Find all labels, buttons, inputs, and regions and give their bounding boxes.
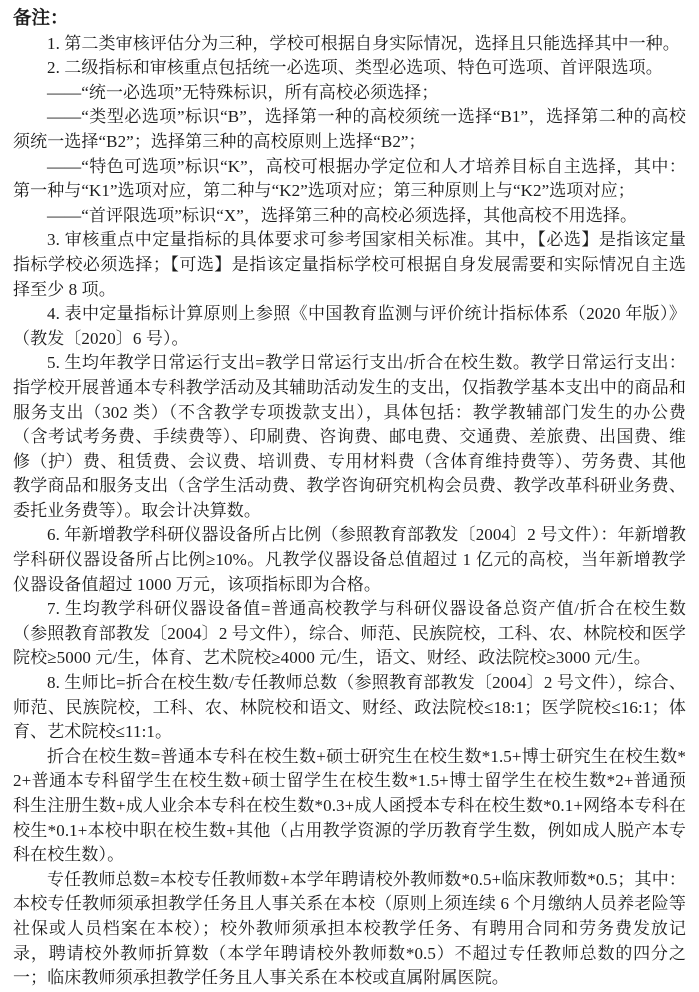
note-item-6: 6. 年新增教学科研仪器设备所占比例（参照教育部教发〔2004〕2 号文件）：年新增教学科研仪器设备所占比例≥10%。凡教学仪器设备总值超过 1 亿元的高校，当年新增教学仪器设备值超过 1000 万元，该项指标即为合格。: [13, 525, 686, 594]
note-full-time-teacher-formula: 专任教师总数=本校专任教师数+本学年聘请校外教师数*0.5+临床教师数*0.5；其中：本校专任教师须承担教学任务且人事关系在本校（原则上须连续 6 个月缴纳人员养老险等社保或人员档案在本校）；校外教师须承担本校教学任务、有聘用合同和劳务费发放记录，聘请校外教师折算数（本学年聘请校外教师数*0.5）不超过专任教师总数的四分之一；临床教师须承担教学任务且人事关系在本校或直属附属医院。: [13, 869, 686, 988]
note-converted-enrollment-formula: 折合在校生数=普通本专科在校生数+硕士研究生在校生数*1.5+博士研究生在校生数*2+普通本专科留学生在校生数+硕士留学生在校生数*1.5+博士留学生在校生数*2+普通预科生注册生数+成人业余本专科在校生数*0.3+成人函授本专科在校生数*0.1+网络本专科在校生*0.1+本校中职在校生数+其他（占用教学资源的学历教育学生数，例如成人脱产本专科在校生数）。: [13, 746, 686, 865]
note-dash-type-required: ——“类型必选项”标识“B”，选择第一种的高校须统一选择“B1”，选择第二种的高校须统一选择“B2”；选择第三种的高校原则上选择“B2”；: [13, 107, 686, 151]
note-item-1: 1. 第二类审核评估分为三种，学校可根据自身实际情况，选择且只能选择其中一种。: [47, 33, 680, 53]
note-dash-unified-required: ——“统一必选项”无特殊标识，所有高校必须选择；: [47, 82, 439, 102]
note-item-2: 2. 二级指标和审核重点包括统一必选项、类型必选项、特色可选项、首评限选项。: [47, 58, 663, 78]
note-item-7: 7. 生均教学科研仪器设备值=普通高校教学与科研仪器设备总资产值/折合在校生数（参照教育部教发〔2004〕2 号文件），综合、师范、民族院校，工科、农、林院校和医学院校≥5000 元/生，体育、艺术院校≥4000 元/生，语文、财经、政法院校≥3000 元/生。: [13, 599, 686, 668]
page-title: 备注：: [13, 9, 69, 29]
note-item-8: 8. 生师比=折合在校生数/专任教师总数（参照教育部教发〔2004〕2 号文件），综合、师范、民族院校，工科、农、林院校和语文、财经、政法院校≤18:1；医学院校≤16:1；体育、艺术院校≤11:1。: [13, 673, 686, 742]
note-item-3: 3. 审核重点中定量指标的具体要求可参考国家相关标准。其中，【必选】是指该定量指标学校必须选择；【可选】是指该定量指标学校可根据自身发展需要和实际情况自主选择至少 8 项。: [13, 230, 686, 299]
note-dash-feature-optional: ——“特色可选项”标识“K”，高校可根据办学定位和人才培养目标自主选择，其中：第一种与“K1”选项对应，第二种与“K2”选项对应；第三种原则上与“K2”选项对应；: [13, 156, 686, 201]
note-item-4: 4. 表中定量指标计算原则上参照《中国教育监测与评价统计指标体系（2020 年版）》（教发〔2020〕6 号）。: [13, 304, 686, 348]
note-dash-first-eval-limited: ——“首评限选项”标识“X”，选择第三种的高校必须选择，其他高校不用选择。: [47, 205, 638, 225]
note-item-5: 5. 生均年教学日常运行支出=教学日常运行支出/折合在校生数。教学日常运行支出：指学校开展普通本专科教学活动及其辅助活动发生的支出，仅指教学基本支出中的商品和服务支出（302 类）（不含教学专项拨款支出），具体包括：教学教辅部门发生的办公费（含考试考务费、手续费等）、印刷费、咨询费、邮电费、交通费、差旅费、出国费、维修（护）费、租赁费、会议费、培训费、专用材料费（含体育维持费等）、劳务费、其他教学商品和服务支出（含学生活动费、教学咨询研究机构会员费、教学改革科研业务费、委托业务费等）。取会计决算数。: [13, 353, 686, 520]
